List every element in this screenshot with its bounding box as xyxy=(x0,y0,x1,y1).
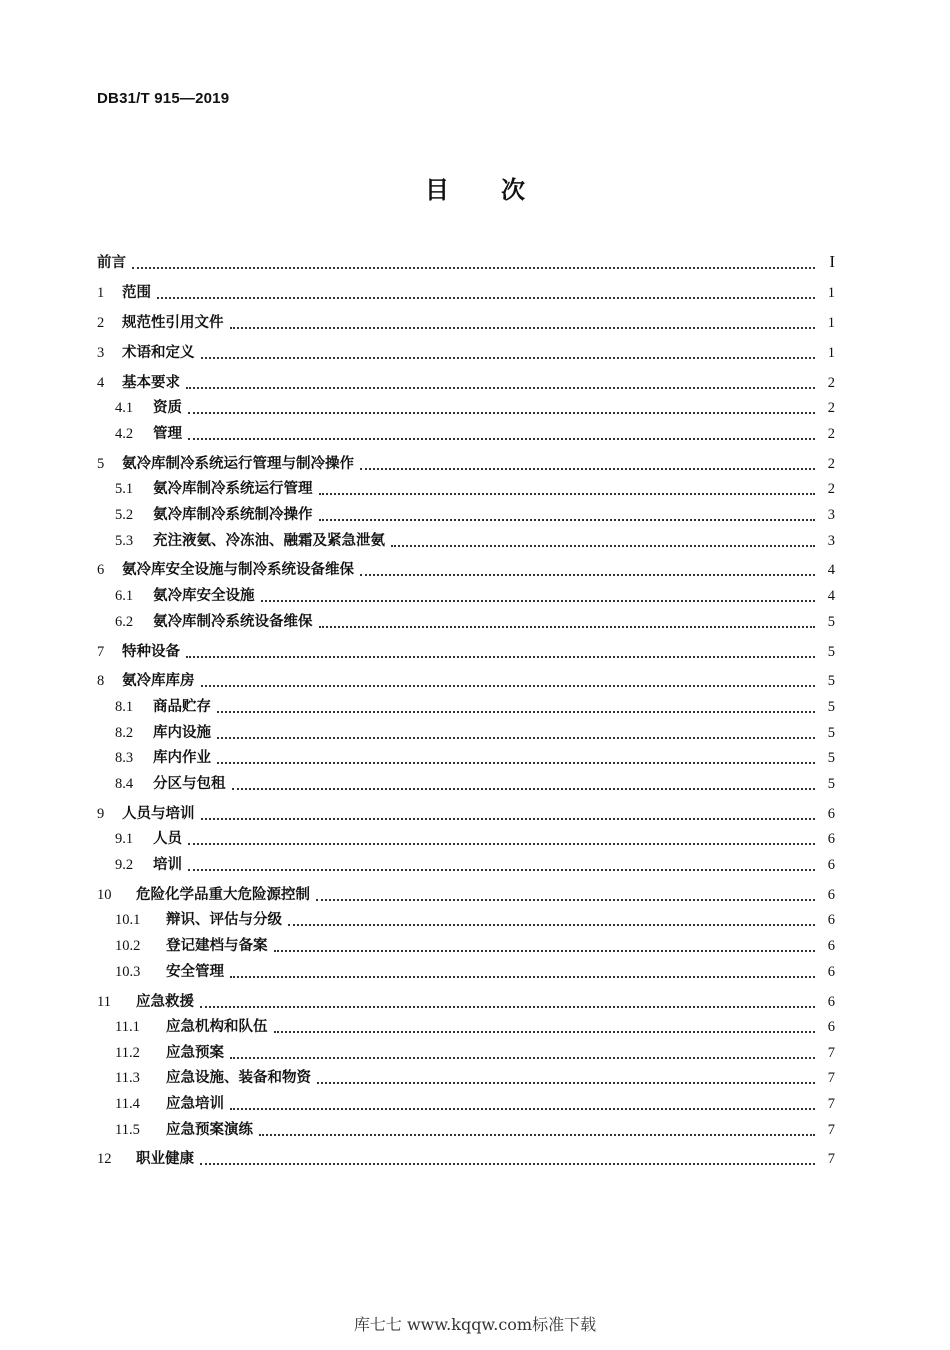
dot-leader xyxy=(188,412,815,414)
toc-entry-number: 10.2 xyxy=(115,938,141,954)
dot-leader xyxy=(200,1006,815,1008)
toc-entry[interactable] xyxy=(115,908,835,930)
toc-entry[interactable] xyxy=(97,669,835,691)
toc-entry-number: 5.3 xyxy=(115,532,134,549)
toc-entry-number: 9.1 xyxy=(115,831,134,848)
dot-leader xyxy=(186,387,815,389)
toc-entry-title: 应急设施、装备和物资 xyxy=(166,1069,311,1087)
toc-entry-page: 6 xyxy=(827,963,835,980)
dot-leader xyxy=(288,924,815,926)
toc-entry-page: 2 xyxy=(827,400,835,417)
toc-entry[interactable] xyxy=(97,311,835,333)
toc-entry[interactable] xyxy=(97,883,835,905)
toc-entry[interactable] xyxy=(115,503,835,525)
toc-entry-page: 3 xyxy=(827,506,835,523)
toc-entry-number: 11.3 xyxy=(115,1070,140,1087)
dot-leader xyxy=(186,656,815,658)
toc-entry[interactable] xyxy=(97,371,835,393)
toc-entry-title: 术语和定义 xyxy=(122,343,195,361)
toc-entry-title: 氨冷库安全设施与制冷系统设备维保 xyxy=(122,561,354,579)
dot-leader xyxy=(201,357,816,359)
toc-entry[interactable] xyxy=(115,695,835,717)
toc-entry-page: 6 xyxy=(827,831,835,848)
toc-entry[interactable] xyxy=(115,721,835,743)
toc-entry-title: 氨冷库制冷系统运行管理与制冷操作 xyxy=(122,454,354,472)
toc-entry-number: 8.1 xyxy=(115,699,134,715)
dot-leader xyxy=(217,737,815,739)
toc-entry[interactable] xyxy=(97,1147,835,1169)
toc-entry-title: 应急预案演练 xyxy=(166,1120,253,1138)
toc-entry-number: 9.2 xyxy=(115,856,134,873)
toc-entry-page: 5 xyxy=(827,750,835,767)
toc-entry-number: 4.2 xyxy=(115,425,134,442)
dot-leader xyxy=(217,762,815,764)
toc-entry-title: 氨冷库制冷系统制冷操作 xyxy=(153,505,313,523)
toc-entry-number: 5.1 xyxy=(115,481,134,498)
toc-entry-title: 氨冷库制冷系统运行管理 xyxy=(153,480,313,498)
toc-entry-title: 范围 xyxy=(122,283,151,301)
toc-entry-title: 规范性引用文件 xyxy=(122,313,224,331)
toc-entry-title: 管理 xyxy=(153,424,182,442)
toc-entry-number: 11.1 xyxy=(115,1019,140,1036)
toc-entry-page: 6 xyxy=(827,1019,835,1036)
toc-entry-page: 5 xyxy=(827,613,835,630)
toc-entry[interactable] xyxy=(115,746,835,768)
toc-entry-page: 7 xyxy=(827,1044,835,1061)
standard-code: DB31/T 915—2019 xyxy=(97,90,230,107)
dot-leader xyxy=(132,267,815,269)
toc-entry-title: 人员 xyxy=(153,830,182,848)
toc-entry-page: 2 xyxy=(827,425,835,442)
toc-entry-title: 辩识、评估与分级 xyxy=(166,911,282,929)
dot-leader xyxy=(200,1163,815,1165)
toc-entry-page: 7 xyxy=(827,1151,835,1168)
toc-entry-title: 基本要求 xyxy=(122,373,180,391)
toc-entry-title: 人员与培训 xyxy=(122,804,195,822)
toc-entry-number: 11.4 xyxy=(115,1095,140,1112)
toc-entry[interactable] xyxy=(115,1118,835,1140)
toc-entry[interactable] xyxy=(97,640,835,662)
toc-entry-title: 应急机构和队伍 xyxy=(166,1018,268,1036)
dot-leader xyxy=(157,297,815,299)
toc-entry-page: 1 xyxy=(827,344,835,361)
toc-entry-number: 6.1 xyxy=(115,588,134,604)
toc-entry-number: 11.2 xyxy=(115,1044,140,1061)
toc-entry-number: 8.3 xyxy=(115,750,134,767)
toc-entry[interactable] xyxy=(115,1015,835,1037)
toc-entry[interactable] xyxy=(115,1092,835,1114)
toc-entry[interactable] xyxy=(97,452,835,474)
dot-leader xyxy=(360,468,815,470)
toc-entry-page: 4 xyxy=(827,588,835,604)
dot-leader xyxy=(319,519,816,521)
toc-entry-number: 8.4 xyxy=(115,775,134,792)
toc-entry[interactable] xyxy=(97,251,835,273)
toc-entry-title: 职业健康 xyxy=(136,1150,194,1168)
toc-entry[interactable] xyxy=(97,802,835,824)
toc-entry-page: 3 xyxy=(827,532,835,549)
page-title: 目次 xyxy=(425,175,577,204)
toc-entry-page: 5 xyxy=(827,699,835,715)
toc-entry-page: 2 xyxy=(827,481,835,498)
toc-entry-page: 6 xyxy=(827,856,835,873)
toc-entry-page: 1 xyxy=(827,314,835,331)
toc-entry-title: 库内作业 xyxy=(153,749,211,767)
toc-entry[interactable] xyxy=(115,477,835,499)
toc-entry-page: 2 xyxy=(827,455,835,472)
toc-entry-title: 危险化学品重大危险源控制 xyxy=(136,885,310,903)
toc-entry-page: 7 xyxy=(827,1121,835,1138)
toc-entry-number: 10.1 xyxy=(115,912,141,929)
toc-entry-page: 5 xyxy=(827,724,835,741)
toc-entry-page: 6 xyxy=(827,886,835,903)
toc-entry-title: 氨冷库安全设施 xyxy=(153,587,255,604)
toc-entry[interactable] xyxy=(115,1066,835,1088)
toc-entry-number: 6 xyxy=(97,562,105,579)
toc-entry-page: 7 xyxy=(827,1070,835,1087)
toc-entry-title: 资质 xyxy=(153,399,182,417)
toc-entry-page: 5 xyxy=(827,775,835,792)
toc-entry-page: 6 xyxy=(827,805,835,822)
toc-entry-title: 前言 xyxy=(97,254,126,271)
toc-entry-number: 9 xyxy=(97,805,105,822)
toc-entry-title: 安全管理 xyxy=(166,962,224,980)
dot-leader xyxy=(188,843,815,845)
footer-watermark: 库七七 www.kqqw.com标准下载 xyxy=(353,1315,597,1334)
dot-leader xyxy=(188,438,815,440)
toc-entry-page: 4 xyxy=(827,562,835,579)
toc-entry[interactable] xyxy=(115,529,835,551)
toc-entry-title: 充注液氨、冷冻油、融霜及紧急泄氨 xyxy=(153,531,385,549)
dot-leader xyxy=(391,545,815,547)
toc-entry-title: 氨冷库制冷系统设备维保 xyxy=(153,612,313,630)
toc-entry-title: 分区与包租 xyxy=(153,774,226,792)
dot-leader xyxy=(232,788,816,790)
dot-leader xyxy=(317,1082,815,1084)
toc-entry[interactable] xyxy=(97,341,835,363)
toc-entry-number: 5 xyxy=(97,455,105,472)
toc-entry-page: 6 xyxy=(827,912,835,929)
toc-entry-title: 应急培训 xyxy=(166,1094,224,1112)
toc-entry[interactable] xyxy=(115,610,835,632)
toc-entry-number: 7 xyxy=(97,643,105,660)
toc-entry-number: 3 xyxy=(97,344,105,361)
toc-entry-title: 特种设备 xyxy=(122,642,180,660)
toc-entry-number: 10 xyxy=(97,886,112,903)
dot-leader xyxy=(261,600,816,602)
toc-entry-page: 2 xyxy=(827,374,835,391)
toc-entry[interactable] xyxy=(115,853,835,875)
toc-entry[interactable] xyxy=(97,281,835,303)
dot-leader xyxy=(274,1031,816,1033)
toc-entry-number: 11 xyxy=(97,993,111,1010)
toc-entry-number: 6.2 xyxy=(115,613,134,630)
dot-leader xyxy=(319,493,816,495)
dot-leader xyxy=(360,574,815,576)
dot-leader xyxy=(259,1134,815,1136)
toc-entry[interactable] xyxy=(115,396,835,418)
toc-entry-page: 5 xyxy=(827,643,835,660)
toc-entry-number: 4 xyxy=(97,374,105,391)
dot-leader xyxy=(201,818,816,820)
toc-entry-number: 1 xyxy=(97,284,105,301)
toc-entry-page: 1 xyxy=(827,284,835,301)
toc-entry-title: 登记建档与备案 xyxy=(166,937,268,954)
toc-entry[interactable] xyxy=(97,558,835,580)
toc-entry-number: 2 xyxy=(97,314,105,331)
toc-entry-number: 5.2 xyxy=(115,506,134,523)
dot-leader xyxy=(316,899,815,901)
toc-entry[interactable] xyxy=(115,960,835,982)
dot-leader xyxy=(274,950,816,952)
toc-entry-page: 7 xyxy=(827,1095,835,1112)
toc-entry-title: 氨冷库库房 xyxy=(122,672,195,690)
toc-entry-title: 应急预案 xyxy=(166,1043,224,1061)
toc-entry[interactable] xyxy=(115,422,835,444)
toc-entry-page: 6 xyxy=(827,993,835,1010)
toc-entry-number: 12 xyxy=(97,1151,112,1168)
toc-entry[interactable] xyxy=(115,827,835,849)
toc-entry[interactable] xyxy=(97,990,835,1012)
toc-entry[interactable] xyxy=(115,1041,835,1063)
toc-entry-page: I xyxy=(829,252,835,271)
dot-leader xyxy=(319,626,816,628)
toc-entry-number: 8 xyxy=(97,673,105,690)
dot-leader xyxy=(201,685,816,687)
dot-leader xyxy=(230,327,816,329)
toc-entry-title: 应急救援 xyxy=(136,992,194,1010)
toc-entry-title: 培训 xyxy=(153,855,182,873)
toc-entry[interactable] xyxy=(115,584,835,606)
dot-leader xyxy=(188,869,815,871)
dot-leader xyxy=(230,1108,815,1110)
toc-entry[interactable] xyxy=(115,772,835,794)
toc-entry-number: 8.2 xyxy=(115,724,134,741)
toc-entry-page: 6 xyxy=(827,938,835,954)
toc-entry-number: 10.3 xyxy=(115,963,141,980)
dot-leader xyxy=(217,711,815,713)
dot-leader xyxy=(230,976,815,978)
dot-leader xyxy=(230,1057,815,1059)
toc-entry-title: 库内设施 xyxy=(153,723,211,741)
toc-entry-number: 11.5 xyxy=(115,1121,140,1138)
toc-entry-number: 4.1 xyxy=(115,400,134,417)
toc-entry-page: 5 xyxy=(827,673,835,690)
toc-entry-title: 商品贮存 xyxy=(153,698,211,715)
toc-entry[interactable] xyxy=(115,934,835,956)
